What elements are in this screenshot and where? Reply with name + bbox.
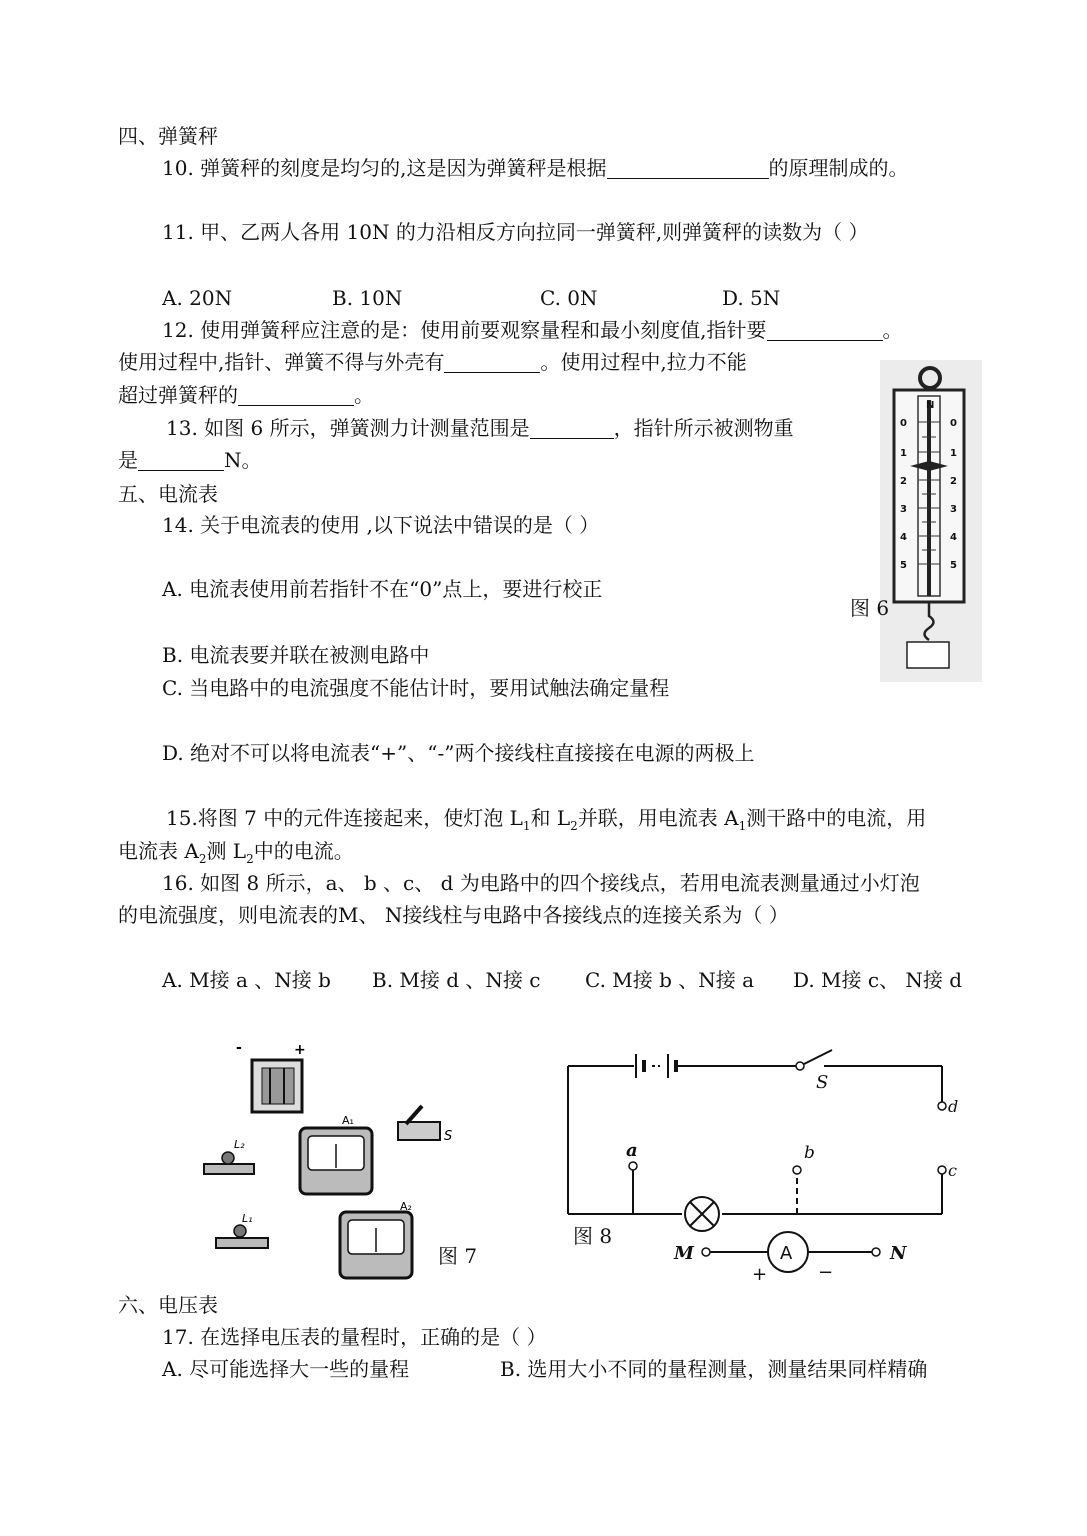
- lamp-l1-icon: [216, 1212, 268, 1248]
- question-15-line2: [118, 837, 354, 873]
- scale-label-right-5: 5: [950, 560, 957, 571]
- ammeter-a2-icon: [340, 1200, 412, 1278]
- circuit-a-label: a: [626, 1140, 638, 1161]
- scale-top-label: N: [926, 400, 935, 411]
- q10-text-b: 的原理制成的。: [768, 156, 909, 180]
- q15-t1: 15.将图 7 中的元件连接起来，使灯泡 L: [166, 806, 523, 830]
- q15-sub1: 1: [522, 819, 531, 833]
- battery-icon: [236, 1040, 306, 1112]
- q12-blank-1[interactable]: [767, 320, 883, 341]
- scale-label-left-1: 1: [900, 448, 907, 459]
- terminal-m: [702, 1248, 710, 1256]
- switch-s-label: S: [444, 1129, 453, 1144]
- q12-blank-3[interactable]: [238, 385, 354, 406]
- switch-icon: [398, 1106, 452, 1144]
- q11-option-b: B. 10N: [332, 286, 403, 310]
- question-17: 17. 在选择电压表的量程时，正确的是（ ）: [162, 1325, 547, 1349]
- ammeter-a-label: A: [780, 1243, 793, 1264]
- circuit-s-label: S: [816, 1072, 829, 1093]
- question-16-line1: 16. 如图 8 所示，a、 b 、c、 d 为电路中的四个接线点，若用电流表测量通过小灯泡: [162, 871, 920, 895]
- scale-label-right-1: 1: [950, 448, 957, 459]
- l1-label: L₁: [242, 1212, 253, 1225]
- terminal-c: [938, 1166, 946, 1174]
- terminal-d: [938, 1102, 946, 1110]
- ammeter-a1-icon: [300, 1114, 372, 1194]
- scale-label-right-3: 3: [950, 504, 957, 515]
- question-10: [162, 154, 909, 182]
- q15-sub5: 2: [198, 852, 207, 866]
- circuit-d-label: d: [948, 1097, 959, 1116]
- q14-option-d: D. 绝对不可以将电流表“+”、“-”两个接线柱直接接在电源的两极上: [162, 741, 755, 765]
- figure-6-spring-scale: [880, 360, 982, 682]
- q13-blank-1[interactable]: [530, 418, 614, 439]
- circuit-c-label: c: [948, 1161, 957, 1180]
- scale-label-left-3: 3: [900, 504, 907, 515]
- ammeter-minus-label: −: [818, 1262, 834, 1283]
- question-13-line1: [166, 414, 794, 442]
- q15-sub2: 2: [570, 819, 578, 833]
- q12-text-2a: 使用过程中,指针、弹簧不得与外壳有: [118, 350, 445, 374]
- q12-text-1a: 12. 使用弹簧秤应注意的是：使用前要观察量程和最小刻度值,指针要: [162, 318, 767, 342]
- q11-option-c: C. 0N: [540, 286, 598, 310]
- question-14: 14. 关于电流表的使用 ,以下说法中错误的是（ ）: [162, 513, 600, 537]
- question-15-line1: [166, 804, 926, 840]
- a1-label: A₁: [342, 1114, 354, 1127]
- q10-text-a: 10. 弹簧秤的刻度是均匀的,这是因为弹簧秤是根据: [162, 156, 607, 180]
- question-12-line1: [162, 316, 903, 344]
- q12-text-3a: 超过弹簧秤的: [118, 383, 238, 407]
- scale-label-left-2: 2: [900, 476, 907, 487]
- ammeter-plus-label: +: [752, 1264, 768, 1285]
- scale-label-left-4: 4: [900, 532, 907, 543]
- question-13-line2: [118, 446, 262, 474]
- scale-label-left-0: 0: [900, 418, 907, 429]
- q17-option-b: B. 选用大小不同的量程测量，测量结果同样精确: [500, 1357, 928, 1381]
- question-12-line2: [118, 348, 747, 376]
- q14-option-c: C. 当电路中的电流强度不能估计时，要用试触法确定量程: [162, 676, 670, 700]
- q11-option-d: D. 5N: [722, 286, 781, 310]
- q16-option-d: D. M接 c、 N接 d: [793, 968, 963, 992]
- q12-text-2b: 。使用过程中,拉力不能: [540, 350, 747, 374]
- circuit-b-label: b: [804, 1143, 815, 1163]
- figure-7-components: [200, 1040, 453, 1290]
- circuit-drawing: [560, 1040, 980, 1285]
- figure-8-caption: 图 8: [573, 1224, 613, 1248]
- switch-terminal: [796, 1062, 804, 1070]
- figure-8-circuit: [560, 1040, 980, 1285]
- q15-t7: 中的电流。: [253, 839, 354, 863]
- q13-text-2b: N。: [224, 448, 262, 472]
- figure-7-caption: 图 7: [438, 1244, 478, 1268]
- lamp-l2-icon: [204, 1138, 254, 1174]
- q15-t6: 测 L: [206, 839, 247, 863]
- circuit-m-label: M: [674, 1243, 694, 1264]
- q16-option-c: C. M接 b 、N接 a: [585, 968, 755, 992]
- q15-t5: 电流表 A: [118, 839, 199, 863]
- figure-6-caption: 图 6: [850, 596, 890, 620]
- terminal-n: [872, 1248, 880, 1256]
- a2-label: A₂: [400, 1200, 412, 1213]
- q13-blank-2[interactable]: [138, 450, 224, 471]
- question-12-line3: [118, 381, 374, 409]
- q16-option-a: A. M接 a 、N接 b: [162, 968, 331, 992]
- circuit-n-label: N: [890, 1243, 907, 1264]
- q15-sub6: 2: [246, 852, 254, 866]
- scale-label-right-0: 0: [950, 418, 957, 429]
- q16-option-b: B. M接 d 、N接 c: [372, 968, 541, 992]
- q10-blank[interactable]: [607, 158, 769, 179]
- section-heading-ammeter: 五、电流表: [118, 482, 218, 506]
- q13-text-2a: 是: [118, 448, 138, 472]
- section-heading-voltmeter: 六、电压表: [118, 1293, 218, 1317]
- q15-t4: 测干路中的电流，用: [746, 806, 927, 830]
- terminal-a: [629, 1162, 637, 1170]
- q14-option-b: B. 电流表要并联在被测电路中: [162, 643, 430, 667]
- q17-option-a: A. 尽可能选择大一些的量程: [162, 1357, 410, 1381]
- question-11: 11. 甲、乙两人各用 10N 的力沿相反方向拉同一弹簧秤,则弹簧秤的读数为（ ）: [162, 220, 869, 244]
- battery-plus-label: +: [294, 1042, 306, 1058]
- q13-text-1b: ，指针所示被测物重: [613, 416, 794, 440]
- scale-label-right-2: 2: [950, 476, 957, 487]
- l2-label: L₂: [234, 1138, 245, 1151]
- section-heading-spring-scale: 四、弹簧秤: [118, 124, 218, 148]
- q13-text-1a: 13. 如图 6 所示，弹簧测力计测量范围是: [166, 416, 530, 440]
- components-drawing: [200, 1040, 453, 1290]
- spring-scale-drawing: [880, 360, 982, 682]
- question-16-line2: 的电流强度，则电流表的M、 N接线柱与电路中各接线点的连接关系为（ ）: [118, 903, 789, 927]
- q15-sub3: 1: [738, 819, 747, 833]
- battery-minus-label: -: [236, 1040, 242, 1056]
- scale-label-left-5: 5: [900, 560, 907, 571]
- q15-t2: 和 L: [530, 806, 571, 830]
- q15-t3: 并联，用电流表 A: [577, 806, 739, 830]
- scale-label-right-4: 4: [950, 532, 957, 543]
- q12-text-3b: 。: [354, 383, 374, 407]
- q12-text-1b: 。: [882, 318, 903, 342]
- q14-option-a: A. 电流表使用前若指针不在“0”点上，要进行校正: [162, 577, 603, 601]
- q12-blank-2[interactable]: [444, 352, 540, 373]
- q11-option-a: A. 20N: [162, 286, 233, 310]
- terminal-b: [793, 1166, 801, 1174]
